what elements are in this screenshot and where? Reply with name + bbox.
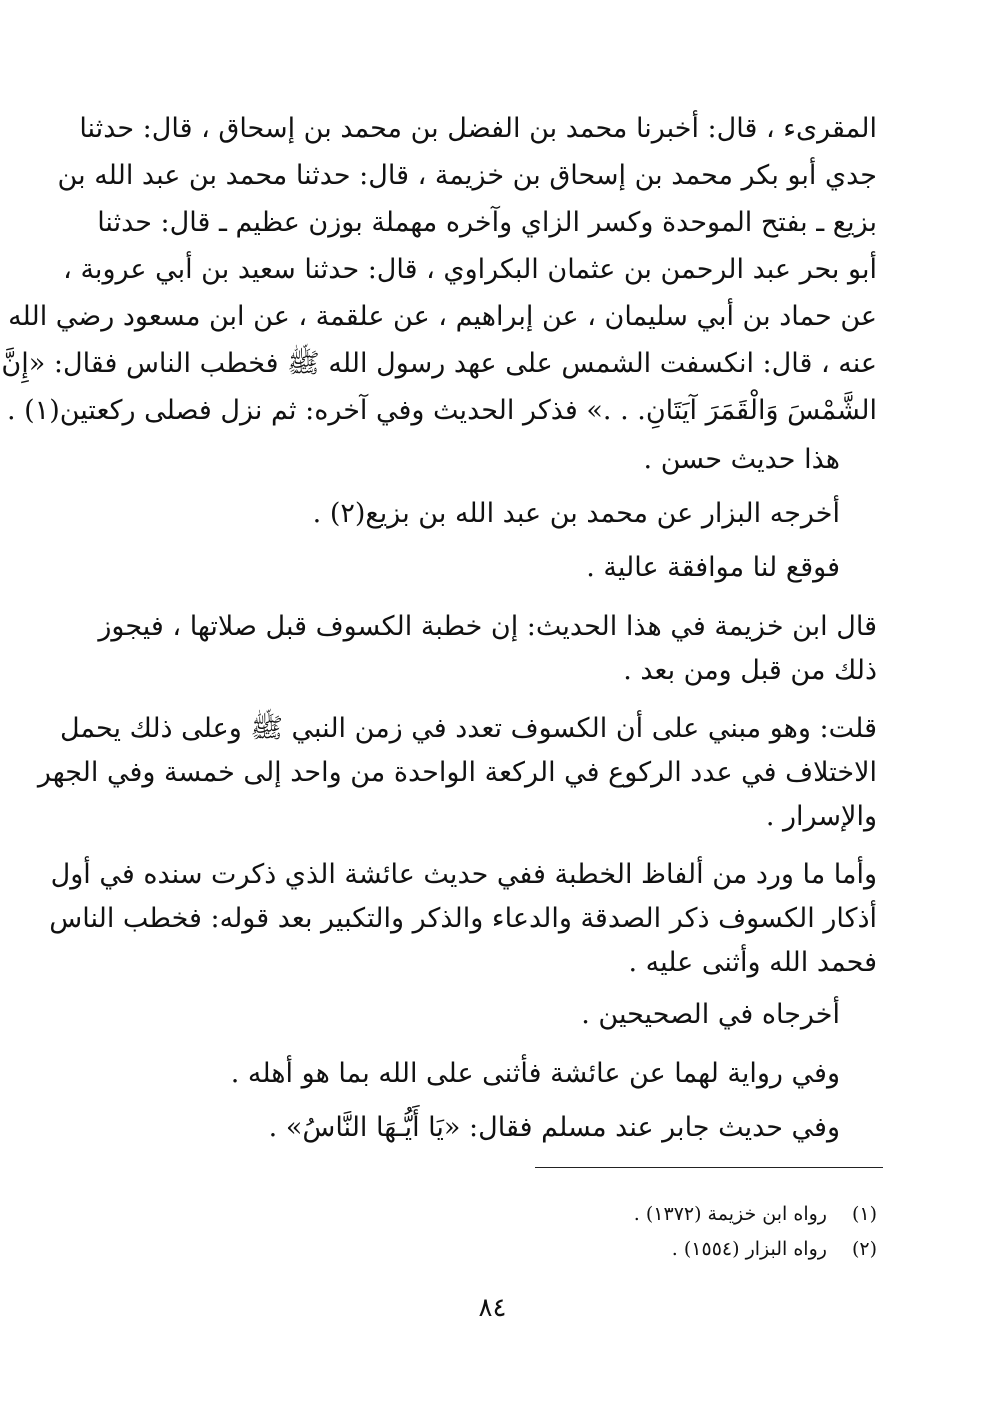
text-line: عنه ، قال: انكسفت الشمس على عهد رسول الله ﷺ فخطب الناس فقال: «إِنَّ [1, 348, 877, 379]
text-line: أبو بحر عبد الرحمن بن عثمان البكراوي ، قال: حدثنا سعيد بن أبي عروبة ، [63, 254, 877, 285]
text-line: فحمد الله وأثنى عليه . [628, 947, 877, 978]
footnote [634, 1199, 877, 1229]
footnote-separator [535, 1167, 883, 1168]
text-line: قلت: وهو مبني على أن الكسوف تعدد في زمن النبي ﷺ وعلى ذلك يحمل [59, 713, 877, 744]
text-line: قال ابن خزيمة في هذا الحديث: إن خطبة الكسوف قبل صلاتها ، فيجوز [98, 611, 877, 642]
text-line: وفي حديث جابر عند مسلم فقال: «يَا أَيُّـهَا النَّاسُ» . [268, 1112, 840, 1143]
text-line: أذكار الكسوف ذكر الصدقة والدعاء والذكر والتكبير بعد قوله: فخطب الناس [49, 903, 877, 934]
text-line: ذلك من قبل ومن بعد . [623, 655, 877, 686]
footnote [672, 1234, 877, 1264]
text-line: وأما ما ورد من ألفاظ الخطبة ففي حديث عائشة الذي ذكرت سنده في أول [50, 859, 877, 890]
footnote-number: (٢) [851, 1238, 877, 1260]
footnote-text: رواه ابن خزيمة (١٣٧٢) . [633, 1203, 827, 1225]
text-line: جدي أبو بكر محمد بن إسحاق بن خزيمة ، قال: حدثنا محمد بن عبد الله بن [57, 160, 877, 191]
text-line: بزيع ـ بفتح الموحدة وكسر الزاي وآخره مهملة بوزن عظيم ـ قال: حدثنا [97, 207, 877, 238]
text-line: أخرجه البزار عن محمد بن عبد الله بن بزيع(٢) . [312, 498, 840, 529]
text-line: المقرىء ، قال: أخبرنا محمد بن الفضل بن محمد بن إسحاق ، قال: حدثنا [79, 113, 877, 144]
text-line: الاختلاف في عدد الركوع في الركعة الواحدة من واحد إلى خمسة وفي الجهر [37, 757, 877, 788]
footnote-number: (١) [851, 1203, 877, 1225]
footnote-text: رواه البزار (١٥٥٤) . [671, 1238, 827, 1260]
text-line: وفي رواية لهما عن عائشة فأثنى على الله بما هو أهله . [230, 1058, 840, 1089]
text-line: عن حماد بن أبي سليمان ، عن إبراهيم ، عن علقمة ، عن ابن مسعود رضي الله [8, 301, 877, 332]
text-line: والإسرار . [765, 801, 877, 832]
text-line: الشَّمْسَ وَالْقَمَرَ آيَتَانِ. . .» فذكر الحديث وفي آخره: ثم نزل فصلى ركعتين(١) . [6, 395, 877, 426]
page-number: ٨٤ [478, 1293, 507, 1323]
text-line: أخرجاه في الصحيحين . [581, 999, 840, 1030]
text-line: فوقع لنا موافقة عالية . [586, 552, 840, 583]
text-line: هذا حديث حسن . [643, 444, 840, 475]
